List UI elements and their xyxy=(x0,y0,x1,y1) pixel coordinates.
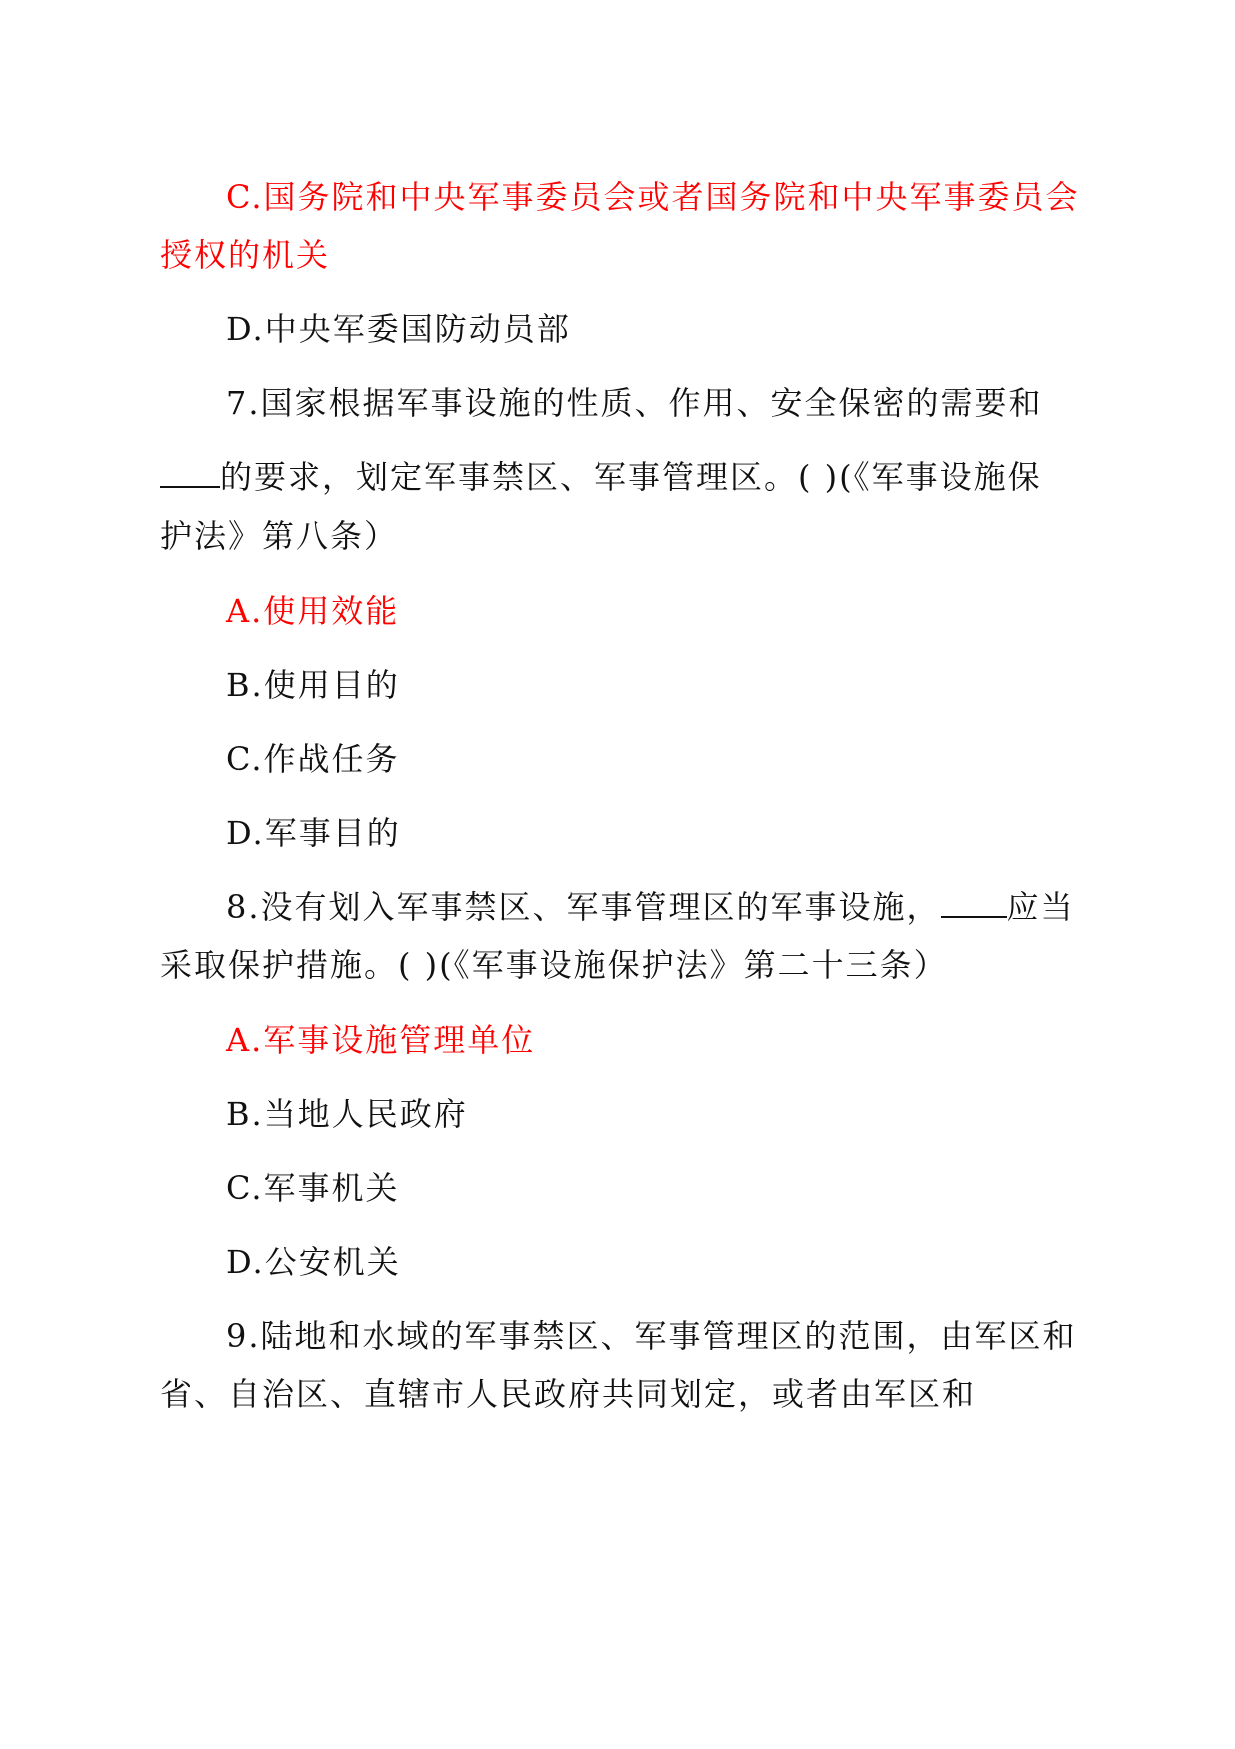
q7-option-a: A.使用效能 xyxy=(226,592,400,630)
q8-option-d: D.公安机关 xyxy=(226,1243,401,1281)
q8-option-a: A.军事设施管理单位 xyxy=(226,1021,536,1059)
q6-option-c-line2: 授权的机关 xyxy=(160,236,331,274)
q6-option-c-line1: C.国务院和中央军事委员会或者国务院和中央军事委员会 xyxy=(226,178,1080,216)
q8-option-b: B.当地人民政府 xyxy=(226,1095,468,1133)
q7-option-b: B.使用目的 xyxy=(226,666,400,704)
fill-in-blank xyxy=(941,888,1007,918)
fill-in-blank xyxy=(160,458,220,488)
q7-option-c: C.作战任务 xyxy=(226,740,400,778)
q9-question-line2: 省、自治区、直辖市人民政府共同划定，或者由军区和 xyxy=(160,1375,977,1413)
q7-question-line1: 7.国家根据军事设施的性质、作用、安全保密的需要和 xyxy=(226,384,1043,422)
q8-question-line1-after: 应当 xyxy=(1006,888,1075,926)
q8-question-line1 xyxy=(226,886,1086,928)
q8-question-line2: 采取保护措施。( )(《军事设施保护法》第二十三条） xyxy=(160,946,948,984)
q8-question-line1-before: 8.没有划入军事禁区、军事管理区的军事设施， xyxy=(226,888,941,926)
q6-option-d: D.中央军委国防动员部 xyxy=(226,310,571,348)
q8-option-c: C.军事机关 xyxy=(226,1169,400,1207)
q7-question-line2-text: 的要求，划定军事禁区、军事管理区。( )(《军事设施保 xyxy=(220,458,1042,496)
q9-question-line1: 9.陆地和水域的军事禁区、军事管理区的范围，由军区和 xyxy=(226,1317,1077,1355)
q7-option-d: D.军事目的 xyxy=(226,814,401,852)
q7-question-line3: 护法》第八条） xyxy=(160,517,399,555)
q7-question-line2 xyxy=(160,456,1080,498)
